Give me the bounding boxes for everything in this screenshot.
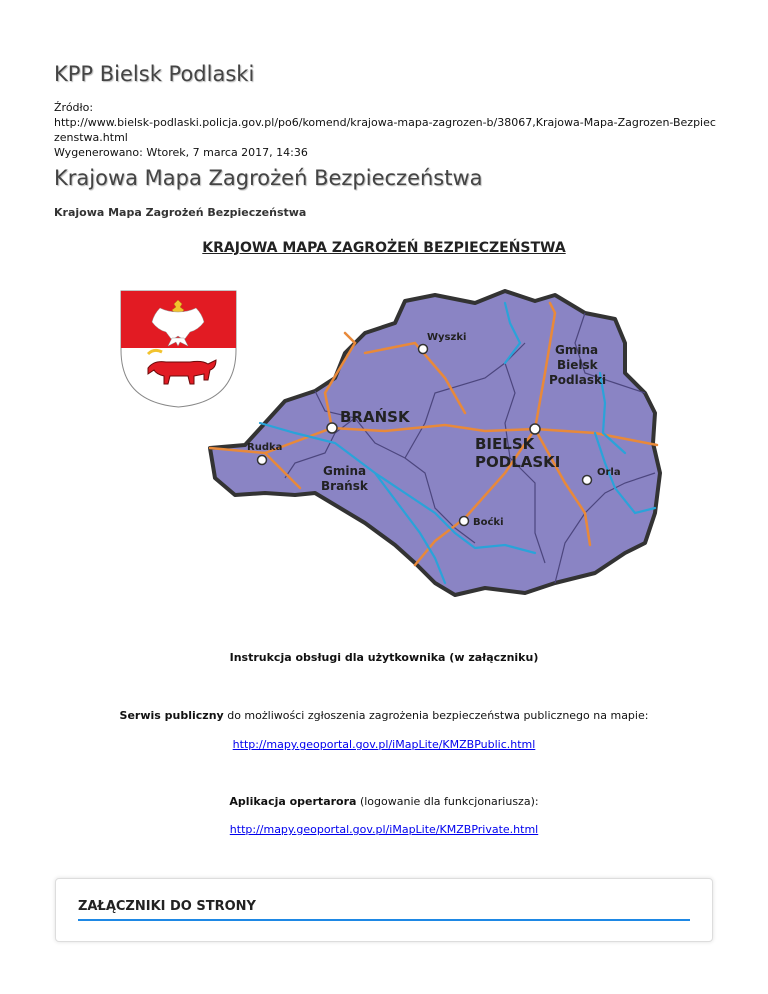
operator-app-text [0, 795, 768, 808]
label-gmina-bielsk-2: Bielsk [557, 358, 598, 372]
label-orla: Orla [597, 467, 621, 478]
source-url: http://www.bielsk-podlaski.policja.gov.pl/po6/komend/krajowa-mapa-zagrozen-b/38067,Krajowa-Mapa-Zagrozen-Bezpieczenstwa.html [54, 116, 716, 144]
label-bielsk-2: PODLASKI [475, 453, 561, 471]
label-bielsk-1: BIELSK [475, 435, 535, 453]
town-marker-rudka [258, 456, 267, 465]
town-marker-orla [583, 476, 592, 485]
article-subtitle: Krajowa Mapa Zagrożeń Bezpieczeństwa [54, 206, 307, 219]
operator-app-bold: Aplikacja opertarora [229, 795, 357, 808]
town-marker-bielsk [530, 424, 540, 434]
label-rudka: Rudka [247, 442, 283, 453]
public-service-bold: Serwis publiczny [119, 709, 224, 722]
label-gmina-bielsk-3: Podlaski [549, 373, 607, 387]
label-bransk: BRAŃSK [340, 408, 410, 426]
source-label: Źródło: [54, 101, 94, 114]
label-wyszki: Wyszki [427, 332, 467, 343]
public-service-text [0, 709, 768, 722]
operator-app-link[interactable]: http://mapy.geoportal.gov.pl/iMapLite/KMZBPrivate.html [229, 823, 539, 836]
label-gmina-bransk-1: Gmina [323, 464, 367, 478]
instruction-bold: Instrukcja obsługi dla użytkownika (w załączniku) [229, 651, 539, 664]
district-map [205, 283, 665, 598]
page-title: Krajowa Mapa Zagrożeń Bezpieczeństwa [54, 166, 483, 190]
label-gmina-bransk-2: Brańsk [321, 479, 368, 493]
town-marker-bocki [460, 517, 469, 526]
label-gmina-bielsk-1: Gmina [555, 343, 599, 357]
source-info [54, 100, 716, 160]
attachments-divider [78, 919, 690, 921]
label-bocki: Boćki [473, 517, 504, 528]
public-service-link[interactable]: http://mapy.geoportal.gov.pl/iMapLite/KMZBPublic.html [232, 738, 536, 751]
instruction-text [0, 651, 768, 664]
generated-date: Wygenerowano: Wtorek, 7 marca 2017, 14:36 [54, 146, 308, 159]
attachments-panel [55, 878, 713, 942]
town-marker-bransk [327, 423, 337, 433]
operator-app-desc: (logowanie dla funkcjonariusza): [356, 795, 539, 808]
site-title: KPP Bielsk Podlaski [54, 62, 255, 86]
attachments-title: ZAŁĄCZNIKI DO STRONY [78, 899, 256, 914]
public-service-desc: do możliwości zgłoszenia zagrożenia bezpieczeństwa publicznego na mapie: [223, 709, 649, 722]
article-heading: KRAJOWA MAPA ZAGROŻEŃ BEZPIECZEŃSTWA [202, 240, 566, 256]
town-marker-wyszki [419, 345, 428, 354]
